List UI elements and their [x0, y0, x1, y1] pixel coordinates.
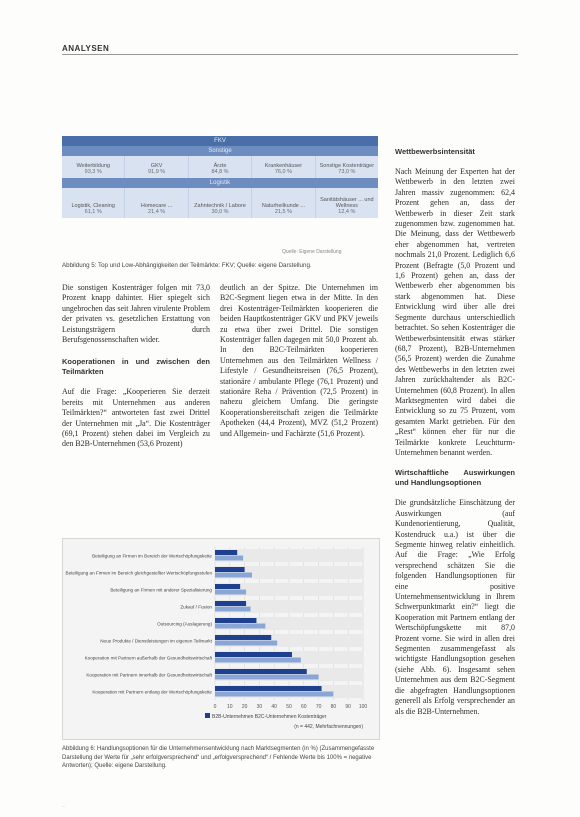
category-label: Zukauf / Fusion: [180, 604, 212, 610]
bar-b2c: [215, 658, 301, 663]
band-logistik: Logistik: [62, 178, 378, 188]
legend-text: B2B-Unternehmen B2C-Unternehmen Kostenträger: [212, 714, 327, 720]
cell-label: GKV: [150, 163, 163, 169]
upper-cell: [125, 156, 188, 178]
bar-b2c: [215, 607, 251, 612]
column-right: [395, 147, 515, 717]
bar-b2c: [215, 590, 246, 595]
cell-value: 84,8 %: [211, 169, 229, 175]
cell-value: 61,1 %: [84, 209, 102, 215]
x-tick-label: 70: [315, 704, 322, 710]
bar-b2b: [215, 618, 256, 623]
category-label: Beteiligung an Firmen mit anderer Spezialisierung: [110, 587, 212, 593]
cell-label: Zahntechnik / Labore: [194, 203, 246, 209]
bar-b2c: [215, 556, 243, 561]
lower-cell: [125, 188, 188, 218]
x-tick-label: 20: [241, 704, 248, 710]
bar-b2b: [215, 567, 245, 572]
cell-label: Naturheilkunde ...: [261, 203, 305, 209]
figure5-table: [62, 136, 378, 218]
cell-label: Homecare ...: [140, 203, 173, 209]
bar-b2c: [215, 692, 333, 697]
bar-b2b: [215, 635, 271, 640]
subheading-auswirkungen: Wirtschaftliche Auswirkungen und Handlungsoptionen: [395, 468, 515, 488]
column-middle: [220, 283, 378, 439]
cell-label: Logistik, Cleaning: [71, 203, 115, 209]
figure5-source: Quelle: Eigene Darstellung: [282, 249, 342, 255]
lower-cell: [316, 188, 378, 218]
bar-b2c: [215, 624, 265, 629]
x-tick-label: 30: [256, 704, 263, 710]
paragraph: Die grundsätzliche Einschätzung der Auswirkungen (auf Kundenorientierung, Qualität, Kostendruck u.a.) ist über die Segmente hinweg relativ einheitlich. Auf die Frage: „Wie Erfolg versprechend schätzen Sie die folgenden Handlungsoptionen für eine positive Unternehmensentwicklung in Ihrem Schwerpunktmarkt ein?“ liegt die Kooperation mit Partnern entlang der Wertschöpfungskette mit 87,0 Prozent vorne. Sie wird in allen drei Segmenten zusammengefasst als wichtigste Handlungsoption gesehen (siehe Abb. 6). Insgesamt sehen Unternehmen aus dem B2C-Segment die abgefragten Handlungsoptionen generell als Erfolg versprechender an als die B2B-Unternehmen.: [395, 498, 515, 716]
cell-value: 76,0 %: [274, 169, 292, 175]
cell-label: Krankenhäuser: [264, 163, 303, 169]
cell-value: 93,3 %: [84, 169, 102, 175]
figure5-caption: Abbildung 5: Top und Low-Abhängigkeiten der Teilmärkte: FKV; Quelle: eigene Darstellung.: [62, 262, 312, 269]
header-divider: [62, 54, 518, 55]
chart-svg: [63, 539, 379, 739]
upper-cell: [316, 156, 378, 178]
x-tick-label: 60: [301, 704, 307, 710]
bar-b2b: [215, 584, 240, 589]
paragraph: Auf die Frage: „Kooperieren Sie derzeit bereits mit Unternehmen aus anderen Teilmärkten?“ antworteten fast zwei Drittel der Unternehmen mit „Ja“. Die Kostenträger (69,1 Prozent) stehen dabei im Vergleich zu den B2B-Unternehmen (53,6 Prozent): [62, 387, 210, 449]
lower-cell: [189, 188, 252, 218]
figure6-caption: Abbildung 6: Handlungsoptionen für die Unternehmensentwicklung nach Marktsegmenten (in %) (Zusammengefasste Darstellung der Werte für „sehr erfolgversprechend“ und „erfolgversprechend“ / Fehlende Werte bis 100% = negative Antworten); Quelle: eigene Darstellung.: [62, 746, 375, 769]
x-tick-label: 100: [358, 704, 368, 710]
category-label: Outsourcing (Auslagerung): [157, 621, 212, 627]
cell-value: 30,0 %: [211, 209, 229, 215]
subheading-wettbewerb: Wettbewerbsintensität: [395, 147, 475, 156]
cell-label: Weiterbildung: [76, 163, 110, 169]
category-label: Kooperation mit Partnern innerhalb der Gesundheitswirtschaft: [86, 672, 212, 678]
category-label: Kooperation mit Partnern entlang der Wertschöpfungskette: [92, 689, 212, 695]
cell-value: 73,0 %: [338, 169, 356, 175]
bar-b2c: [215, 641, 277, 646]
bar-b2b: [215, 550, 237, 555]
cell-value: 12,4 %: [338, 209, 356, 215]
bar-b2b: [215, 652, 292, 657]
bar-b2b: [215, 686, 322, 691]
bar-b2b: [215, 669, 307, 674]
column-left: [62, 283, 210, 450]
page-footer: ...: [62, 803, 66, 808]
paragraph: Die sonstigen Kostenträger folgen mit 73,0 Prozent knapp dahinter. Hier spiegelt sich ungebrochen das seit Jahren virulente Problem der privaten vs. gesetzlichen Erstattung von Leistungsträgern durch Berufsgenossenschaften wider.: [62, 283, 210, 345]
cell-value: 91,9 %: [148, 169, 166, 175]
figure6-chart: [62, 538, 380, 740]
cell-label: Ärzte: [213, 163, 227, 169]
upper-cell: [62, 156, 125, 178]
x-tick-label: 10: [227, 704, 233, 710]
x-tick-label: 90: [345, 704, 351, 710]
section-header: ANALYSEN: [62, 44, 110, 53]
upper-cell: [252, 156, 315, 178]
cell-label: Sonstige Kostenträger: [319, 163, 375, 169]
band-fkv: FKV: [62, 136, 378, 146]
upper-cells: [62, 156, 378, 178]
legend-swatch: [205, 713, 210, 718]
x-tick-label: 80: [330, 704, 337, 710]
x-tick-label: 0: [213, 704, 217, 710]
cell-value: 21,4 %: [148, 209, 166, 215]
lower-cell: [62, 188, 125, 218]
category-label: Neue Produkte / Dienstleistungen im eigenen Teilmarkt: [100, 638, 212, 644]
x-tick-label: 50: [286, 704, 292, 710]
subheading-kooperationen: Kooperationen in und zwischen den Teilmärkten: [62, 357, 210, 377]
category-label: Kooperation mit Partnern außerhalb der Gesundheitswirtschaft: [84, 655, 212, 661]
bar-b2b: [215, 601, 246, 606]
category-label: Beteiligung an Firmen im Bereich gleichgestellter Wertschöpfungsstufen: [65, 570, 212, 576]
category-label: Beteiligung an Firmen im Bereich der Wertschöpfungskette: [92, 553, 212, 559]
paragraph: deutlich an der Spitze. Die Unternehmen im B2C-Segment liegen etwa in der Mitte. In den drei Kostenträger-Teilmärkten kooperieren die beiden Hauptkostenträger GKV und PKV jeweils zu etwa über zwei Drittel. Die sonstigen Kostenträger fallen dagegen mit 50,0 Prozent ab. In den B2C-Teilmärkten kooperieren Unternehmen aus den Teilmärkten Wellness / Lifestyle / Gesundheitsreisen (76,5 Prozent), stationäre / ambulante Pflege (76,1 Prozent) und stationäre Reha / Prävention (72,5 Prozent) in nahezu gleichem Umfang. Die geringste Kooperationsbereitschaft zeigen die Teilmärkte Apotheken (44,4 Prozent), MVZ (51,2 Prozent) und Allgemein- und Fachärzte (51,6 Prozent).: [220, 283, 378, 438]
paragraph: Nach Meinung der Experten hat der Wettbewerb in den letzten zwei Jahren massiv zugenommen: 62,4 Prozent gehen an, dass der Wettbewerb in dieser Zeit stark zugenommen bzw. zugenommen hat. Die Meinung, dass der Wettbewerb eher abgenommen hat, vertreten nochmals 21,0 Prozent. Lediglich 6,6 Prozent (Befragte (5,0 Prozent und 1,6 Prozent) gehen an, dass der Wettbewerb eher abgenommen bis stark abgenommen hat. Diese Entwicklung wird über alle drei Segmente durchaus unterschiedlich betrachtet. So sehen Kostenträger die Wettbewerbsintensität etwas stärker (68,7 Prozent), B2B-Unternehmen (56,5 Prozent) werden die Zunahme des Wettbewerbs in den letzten zwei Jahren zurückhaltender als B2C-Unternehmen (60,8 Prozent). In allen Marktsegmenten wird dabei die Entwicklung so zu 75 Prozent, vom gesamten Markt getrieben. Für den „Rest“ können eher für nur die Teilmärkte konkrete Leuchtturm-Unternehmen benannt werden.: [395, 167, 515, 457]
upper-cell: [189, 156, 252, 178]
n-note: (n = 442, Mehrfachnennungen): [294, 724, 363, 730]
band-sonstige: Sonstige: [62, 146, 378, 156]
x-tick-label: 40: [271, 704, 277, 710]
cell-value: 21,5 %: [274, 209, 292, 215]
bar-b2c: [215, 573, 252, 578]
lower-cells: [62, 188, 378, 218]
cell-label: Sanitätshäuser ... und Wellness: [320, 197, 374, 209]
bar-b2c: [215, 675, 319, 680]
lower-cell: [252, 188, 315, 218]
